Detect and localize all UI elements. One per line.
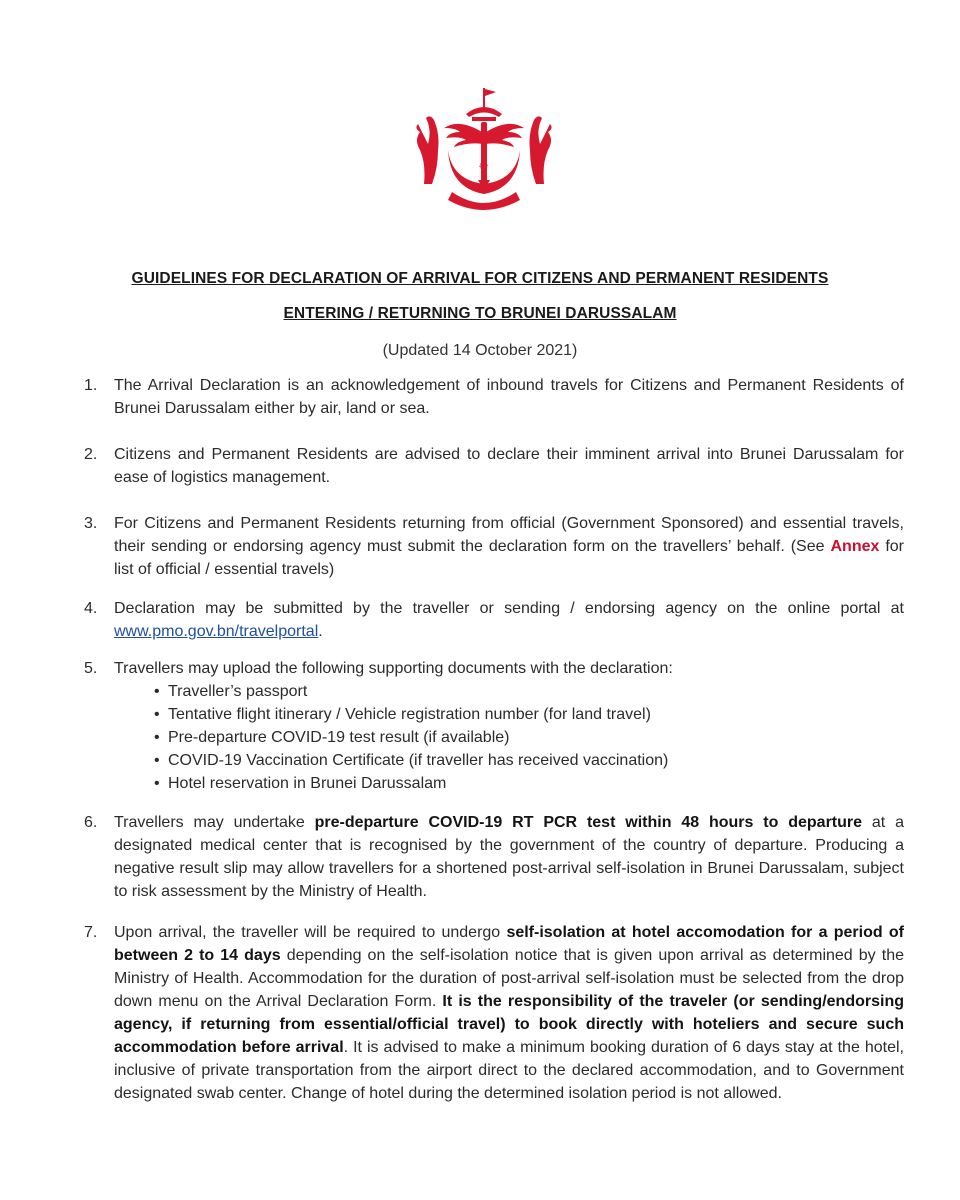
item-text-part: Declaration may be submitted by the traveller or sending / endorsing agency on the online portal at: [114, 600, 904, 617]
guideline-item-1: [84, 374, 904, 420]
item-text: Citizens and Permanent Residents are advised to declare their imminent arrival into Brunei Darussalam for ease of logistics management.: [114, 446, 904, 486]
bullet-item: • Traveller’s passport: [154, 680, 904, 703]
bullet-item: • Hotel reservation in Brunei Darussalam: [154, 772, 904, 795]
guidelines-list: [84, 374, 904, 1128]
item-text-part: Travellers may undertake: [114, 814, 315, 831]
item-text-part: for list of official / essential travels): [114, 538, 905, 578]
item-text-part: For Citizens and Permanent Residents returning from official (Government Sponsored) and essential travels, their sending or endorsing agency must submit the declaration form on the travellers’ behalf. (See: [114, 515, 904, 555]
item-text-part: .: [318, 623, 323, 640]
svg-text:﴾ ﴿: ﴾ ﴿: [477, 161, 490, 171]
bold-text: pre-departure COVID-19 RT PCR test within 48 hours to departure: [314, 814, 863, 831]
guideline-item-6: [84, 811, 904, 903]
item-text: The Arrival Declaration is an acknowledgement of inbound travels for Citizens and Permanent Residents of Brunei Darussalam either by air, land or sea.: [114, 377, 904, 417]
item-number: 3.: [84, 515, 98, 532]
guideline-item-4: [84, 597, 904, 643]
brunei-crest-emblem: [404, 84, 564, 216]
item-text: [114, 657, 904, 795]
item-number: 6.: [84, 814, 98, 831]
guideline-item-3: [84, 512, 904, 581]
item-number: 7.: [84, 924, 98, 941]
item-text-part: depending on the self-isolation notice that is given upon arrival as determined by the Ministry of Health. Accommodation for the duration of post-arrival self-isolation must be selected from the drop down menu on the Arrival Declaration Form.: [114, 947, 905, 1010]
item-text-part: . It is advised to make a minimum booking duration of 6 days stay at the hotel, inclusive of private transportation from the airport direct to the declared accommodation, and to Government designated swab center. Change of hotel during the determined isolation period is not allowed.: [114, 1039, 904, 1102]
document-title-line-2: ENTERING / RETURNING TO BRUNEI DARUSSALAM: [283, 305, 677, 322]
item-number: 4.: [84, 600, 98, 617]
document-title-line-1: GUIDELINES FOR DECLARATION OF ARRIVAL FOR CITIZENS AND PERMANENT RESIDENTS: [131, 270, 829, 287]
travel-portal-link[interactable]: www.pmo.gov.bn/travelportal: [114, 623, 319, 640]
item-text: [114, 597, 904, 643]
bullet-item: • COVID-19 Vaccination Certificate (if traveller has received vaccination): [154, 749, 904, 772]
bold-text: self-isolation at hotel accomodation for a period of between 2 to 14 days: [114, 924, 904, 964]
guideline-item-7: [84, 921, 904, 1105]
item-text: [114, 811, 904, 903]
supporting-documents-list: [114, 680, 904, 795]
item-text: [114, 921, 904, 1105]
item-number: 1.: [84, 377, 98, 394]
item-text: [114, 512, 904, 581]
guideline-item-5: [84, 657, 904, 795]
bold-text: It is the responsibility of the traveler (or sending/endorsing agency, if returning from essential/official travel) to book directly with hoteliers and secure such accommodation before arrival: [114, 993, 904, 1056]
item-number: 5.: [84, 660, 98, 677]
item-text-part: at a designated medical center that is recognised by the government of the country of departure. Producing a negative result slip may allow travellers for a shortened post-arrival self-isolation in Brunei Darussalam, subject to risk assessment by the Ministry of Health.: [114, 814, 904, 900]
guideline-item-2: [84, 443, 904, 489]
bullet-item: • Pre-departure COVID-19 test result (if available): [154, 726, 904, 749]
updated-date: (Updated 14 October 2021): [382, 342, 578, 359]
item-number: 2.: [84, 446, 98, 463]
item-text-part: Travellers may upload the following supporting documents with the declaration:: [114, 660, 673, 677]
item-text-part: Upon arrival, the traveller will be required to undergo: [114, 924, 507, 941]
bullet-item: • Tentative flight itinerary / Vehicle registration number (for land travel): [154, 703, 904, 726]
annex-reference: Annex: [830, 538, 880, 555]
crest-icon: [404, 84, 564, 216]
